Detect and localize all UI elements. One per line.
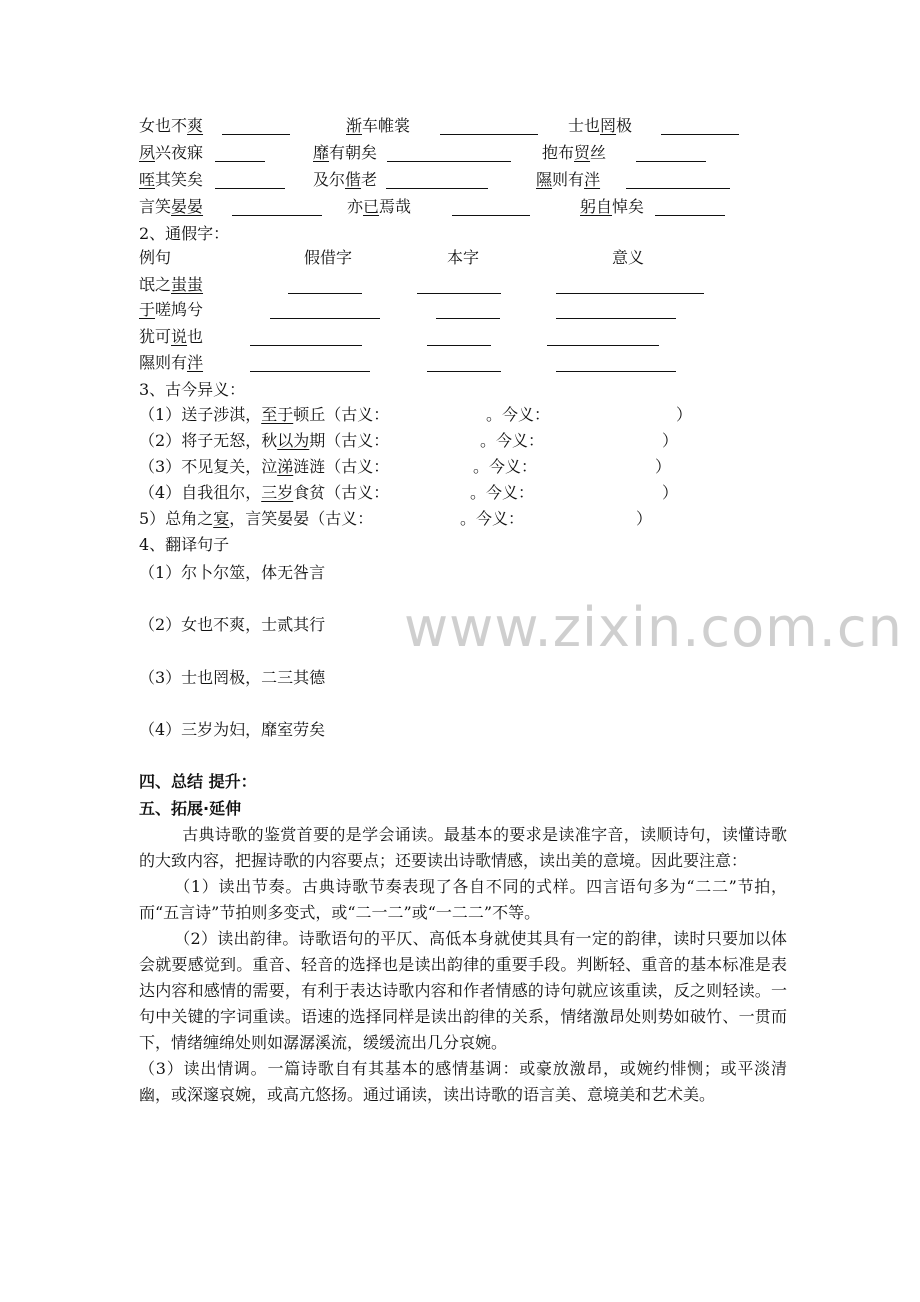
close-paren: ） bbox=[662, 431, 679, 450]
header-loan-char: 假借字 bbox=[304, 248, 353, 267]
vocab-item: 及尔偕老 bbox=[313, 170, 378, 189]
vocab-item: 抱布贸丝 bbox=[542, 143, 607, 162]
close-paren: ） bbox=[662, 483, 679, 502]
answer-blank[interactable] bbox=[636, 161, 706, 162]
modern-label: 。今义： bbox=[473, 457, 538, 476]
answer-blank[interactable] bbox=[270, 318, 380, 319]
vocab-item: 咥其笑矣 bbox=[139, 170, 204, 189]
answer-blank[interactable] bbox=[387, 161, 511, 162]
answer-blank[interactable] bbox=[440, 134, 538, 135]
item-sentence: （3）不见复关，泣涕涟涟（古义： bbox=[139, 457, 390, 476]
translation-item: （1）尔卜尔筮，体无咎言 bbox=[139, 563, 326, 582]
summary-heading: 四、总结 提升： bbox=[139, 772, 257, 791]
answer-blank[interactable] bbox=[232, 215, 322, 216]
answer-blank[interactable] bbox=[250, 345, 362, 346]
answer-blank[interactable] bbox=[215, 161, 265, 162]
paragraph-intro: 古典诗歌的鉴赏首要的是学会诵读。最基本的要求是读准字音，读顺诗句，读懂诗歌的大致内容，把握诗歌的内容要点；还要读出诗歌情感，读出美的意境。因此要注意： bbox=[139, 825, 787, 870]
modern-label: 。今义： bbox=[480, 431, 545, 450]
answer-blank[interactable] bbox=[250, 371, 370, 372]
answer-blank[interactable] bbox=[417, 293, 501, 294]
answer-blank[interactable] bbox=[222, 134, 290, 135]
modern-label: 。今义： bbox=[460, 509, 525, 528]
paragraph-rhyme: （2）读出韵律。诗歌语句的平仄、高低本身就使其具有一定的韵律，读时只要加以体会就要感觉到。重音、轻音的选择也是读出韵律的重要手段。判断轻、重音的基本标准是表达内容和感情的需要，有利于表达诗歌内容和作者情感的诗句就应该重读，反之则轻读。一句中关键的字词重读。语速的选择同样是读出韵律的关系，情绪激昂处则势如破竹、一贯而下，情绪缠绵处则如潺潺溪流，缓缓流出几分哀婉。 bbox=[139, 929, 787, 1052]
answer-blank[interactable] bbox=[436, 318, 500, 319]
vocab-item: 言笑晏晏 bbox=[139, 197, 204, 216]
vocab-item: 亦已焉哉 bbox=[347, 197, 412, 216]
translation-item: （3）士也罔极，二三其德 bbox=[139, 668, 326, 687]
watermark: www.zixin.com.cn bbox=[404, 596, 903, 659]
item-sentence: （2）将子无怒，秋以为期（古义： bbox=[139, 431, 390, 450]
close-paren: ） bbox=[636, 509, 653, 528]
paragraph-rhythm: （1）读出节奏。古典诗歌节奏表现了各自不同的式样。四言语句多为“二二”节拍，而“五言诗”节拍则多变式，或“二一二”或“一二二”不等。 bbox=[139, 877, 787, 922]
answer-blank[interactable] bbox=[655, 215, 725, 216]
section-4-title: 4、翻译句子 bbox=[139, 535, 230, 554]
vocab-item: 隰则有泮 bbox=[536, 170, 601, 189]
loan-example: 犹可说也 bbox=[139, 327, 204, 346]
translation-item: （2）女也不爽，士贰其行 bbox=[139, 615, 326, 634]
section-2-title: 2、通假字： bbox=[139, 224, 230, 243]
answer-blank[interactable] bbox=[661, 134, 739, 135]
answer-blank[interactable] bbox=[626, 188, 730, 189]
answer-blank[interactable] bbox=[427, 345, 491, 346]
vocab-item: 士也罔极 bbox=[568, 116, 633, 135]
item-sentence: （1）送子涉淇，至于顿丘（古义： bbox=[139, 405, 390, 424]
vocab-item: 靡有朝矣 bbox=[313, 143, 378, 162]
answer-blank[interactable] bbox=[556, 318, 676, 319]
close-paren: ） bbox=[655, 457, 672, 476]
extension-heading: 五、拓展·延伸 bbox=[139, 799, 242, 818]
answer-blank[interactable] bbox=[288, 293, 362, 294]
close-paren: ） bbox=[676, 405, 693, 424]
section-3-title: 3、古今异义： bbox=[139, 380, 246, 399]
answer-blank[interactable] bbox=[452, 215, 530, 216]
loan-example: 氓之蚩蚩 bbox=[139, 275, 204, 294]
translation-item: （4）三岁为妇，靡室劳矣 bbox=[139, 720, 326, 739]
answer-blank[interactable] bbox=[556, 293, 704, 294]
header-example: 例句 bbox=[139, 248, 172, 267]
vocab-item: 躬自悼矣 bbox=[580, 197, 645, 216]
modern-label: 。今义： bbox=[470, 483, 535, 502]
loan-example: 于嗟鸠兮 bbox=[139, 300, 204, 319]
header-original-char: 本字 bbox=[447, 248, 480, 267]
answer-blank[interactable] bbox=[215, 188, 285, 189]
item-sentence: （4）自我徂尔，三岁食贫（古义： bbox=[139, 483, 390, 502]
answer-blank[interactable] bbox=[427, 371, 501, 372]
header-meaning: 意义 bbox=[612, 248, 645, 267]
answer-blank[interactable] bbox=[547, 345, 659, 346]
vocab-item: 女也不爽 bbox=[139, 116, 204, 135]
paragraph-tone: （3）读出情调。一篇诗歌自有其基本的感情基调：或豪放激昂，或婉约悱恻；或平淡清幽，或深邃哀婉，或高亢悠扬。通过诵读，读出诗歌的语言美、意境美和艺术美。 bbox=[139, 1059, 787, 1104]
item-sentence: 5）总角之宴，言笑晏晏（古义： bbox=[139, 509, 374, 528]
modern-label: 。今义： bbox=[486, 405, 551, 424]
vocab-item: 渐车帷裳 bbox=[346, 116, 411, 135]
answer-blank[interactable] bbox=[386, 188, 488, 189]
loan-example: 隰则有泮 bbox=[139, 353, 204, 372]
vocab-item: 夙兴夜寐 bbox=[139, 143, 204, 162]
answer-blank[interactable] bbox=[556, 371, 676, 372]
paragraph-block bbox=[139, 822, 787, 1108]
